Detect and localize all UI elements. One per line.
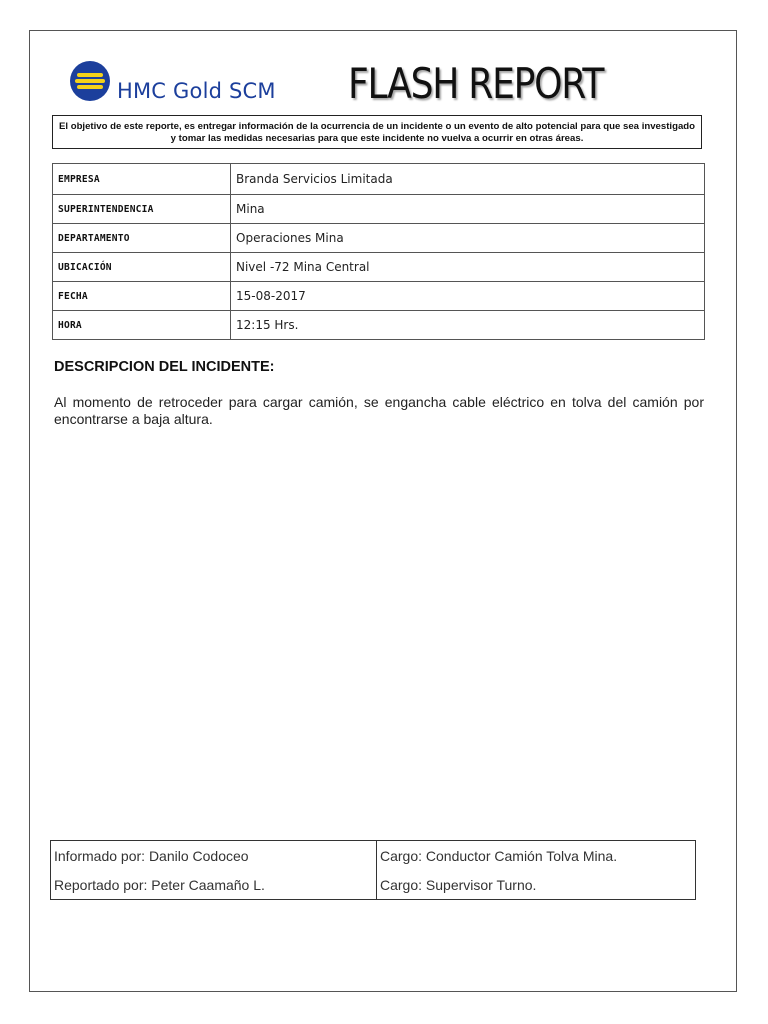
report-title: FLASH REPORT: [348, 59, 604, 108]
field-value: Mina: [231, 195, 705, 224]
field-value: Nivel -72 Mina Central: [231, 253, 705, 282]
field-label: EMPRESA: [53, 164, 231, 195]
objective-text: El objetivo de este reporte, es entregar información de la ocurrencia de un incidente o un evento de alto potencial para que sea investigado y tomar las medidas necesarias para que este incidente no vuelva a ocurrir en otras áreas.: [58, 120, 695, 144]
table-row: [53, 224, 705, 253]
field-value: Operaciones Mina: [231, 224, 705, 253]
description-body: Al momento de retroceder para cargar camión, se engancha cable eléctrico en tolva del camión por encontrarse a baja altura.: [54, 394, 704, 427]
table-row: [53, 195, 705, 224]
report-page: [29, 30, 737, 992]
table-row: [53, 164, 705, 195]
field-value: 12:15 Hrs.: [231, 311, 705, 340]
table-row: [53, 253, 705, 282]
logo-text: HMC Gold SCM: [117, 79, 276, 103]
objective-statement: [52, 115, 702, 149]
company-logo: [68, 59, 278, 107]
informed-by-role: Cargo: Conductor Camión Tolva Mina.: [380, 847, 618, 864]
informed-by: Informado por: Danilo Codoceo: [51, 841, 377, 871]
table-row: [53, 311, 705, 340]
field-label: DEPARTAMENTO: [53, 224, 231, 253]
table-row: [51, 870, 696, 900]
field-label: HORA: [53, 311, 231, 340]
field-value: 15-08-2017: [231, 282, 705, 311]
hmc-gold-logo-icon: [68, 59, 112, 103]
table-row: [51, 841, 696, 871]
reported-by-role: Cargo: Supervisor Turno.: [380, 876, 537, 893]
field-label: FECHA: [53, 282, 231, 311]
field-label: UBICACIÓN: [53, 253, 231, 282]
field-label: SUPERINTENDENCIA: [53, 195, 231, 224]
field-value: Branda Servicios Limitada: [231, 164, 705, 195]
reported-by: Reportado por: Peter Caamaño L.: [51, 870, 377, 900]
incident-details-table: [52, 163, 705, 340]
table-row: [53, 282, 705, 311]
signature-table: [50, 840, 696, 900]
description-heading: DESCRIPCION DEL INCIDENTE:: [54, 359, 275, 375]
